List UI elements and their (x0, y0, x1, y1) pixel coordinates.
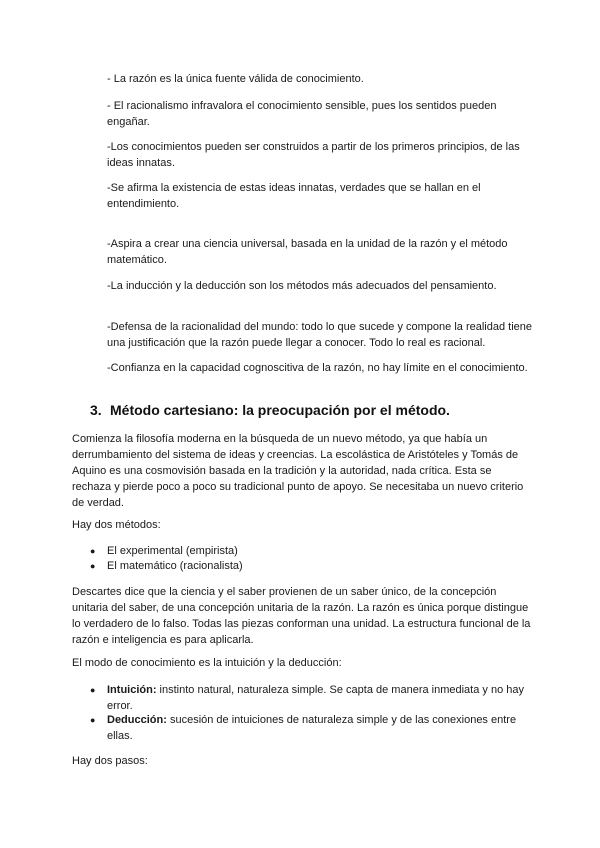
paragraph-descartes-unity: Descartes dice que la ciencia y el saber provienen de un saber único, de la concepción unitaria del saber, de una concepción unitaria de la razón. La razón es única porque distingue lo verdadero de lo falso. Todas las piezas conforman una unidad. La estructura funcional de la razón e inteligencia es para aplicarla. (72, 586, 531, 646)
section-heading (90, 401, 450, 419)
paragraph-two-steps: Hay dos pasos: (72, 755, 148, 767)
paragraph-modern-philosophy: Comienza la filosofía moderna en la búsqueda de un nuevo método, ya que había un derrumbamiento del sistema de ideas y creencias. La escolástica de Aristóteles y Tomás de Aquino es una cosmovisión basada en la tradición y la autoridad, nada crítica. Esta se rechaza y pierde poco a poco su tradicional punto de apoyo. Se necesitaba un nuevo criterio de verdad. (72, 433, 524, 509)
paragraph-reason-only-source: - La razón es la única fuente válida de conocimiento. (107, 73, 364, 85)
list-item-intuicion: ● Intuición: instinto natural, naturaleza simple. Se capta de manera inmediata y no hay error. (90, 684, 524, 712)
paragraph-two-methods: Hay dos métodos: (72, 519, 161, 531)
section-number: 3. (90, 402, 102, 418)
term-deduccion: Deducción: (107, 714, 167, 726)
list-item-deduccion: ● Deducción: sucesión de intuiciones de naturaleza simple y de las conexiones entre ellas. (90, 714, 517, 742)
list-item-experimental: ● El experimental (empirista) (90, 545, 238, 557)
paragraph-senses-deceive: - El racionalismo infravalora el conocimiento sensible, pues los sentidos pueden engañar. (107, 100, 497, 128)
paragraph-rationality-world: -Defensa de la racionalidad del mundo: todo lo que sucede y compone la realidad tiene una justificación que la razón puede llegar a conocer. Todo lo real es racional. (107, 321, 533, 349)
bullet-icon: ● (90, 685, 96, 695)
bullet-icon: ● (90, 561, 96, 571)
bullet-icon: ● (90, 546, 96, 556)
term-intuicion: Intuición: (107, 684, 157, 696)
section-title: Método cartesiano: la preocupación por el método. (110, 402, 450, 418)
paragraph-existence-innate-ideas: -Se afirma la existencia de estas ideas innatas, verdades que se hallan en el entendimiento. (107, 182, 481, 210)
paragraph-induction-deduction: -La inducción y la deducción son los métodos más adecuados del pensamiento. (107, 280, 497, 292)
paragraph-universal-science: -Aspira a crear una ciencia universal, basada en la unidad de la razón y el método matemático. (107, 238, 508, 266)
list-item-mathematical: ● El matemático (racionalista) (90, 560, 243, 572)
paragraph-cognitive-confidence: -Confianza en la capacidad cognoscitiva de la razón, no hay límite en el conocimiento. (107, 362, 528, 374)
paragraph-knowledge-mode: El modo de conocimiento es la intuición y la deducción: (72, 657, 342, 669)
bullet-icon: ● (90, 715, 96, 725)
paragraph-innate-ideas: -Los conocimientos pueden ser construidos a partir de los primeros principios, de las ideas innatas. (107, 141, 520, 169)
